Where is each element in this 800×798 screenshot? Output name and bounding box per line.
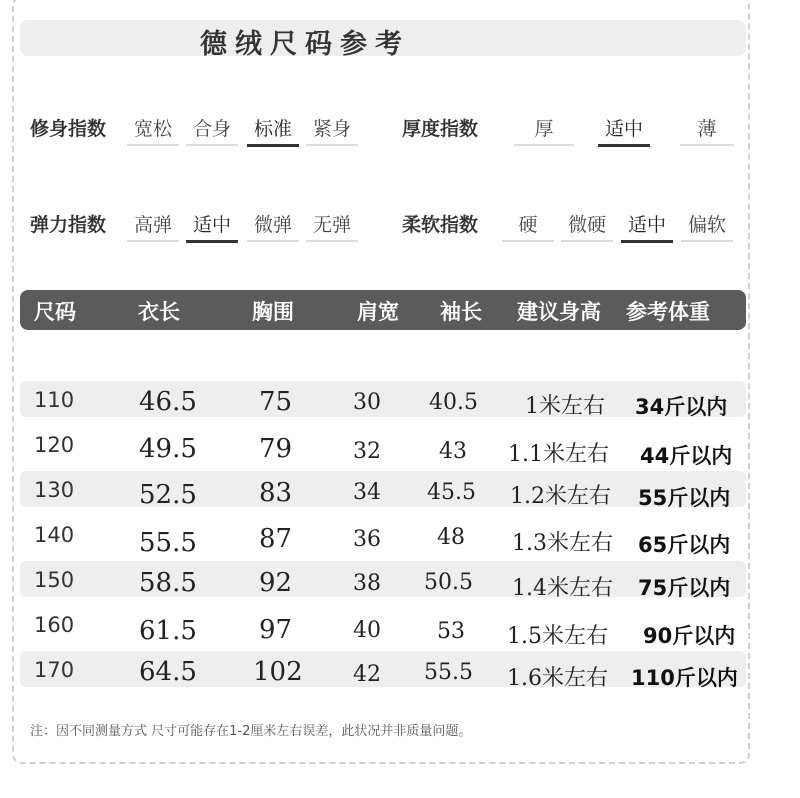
- softness-option-selected: 适中: [621, 210, 673, 237]
- header-length: 衣长: [138, 300, 180, 324]
- cell-chest: 79: [259, 434, 293, 464]
- cell-shoulder: 38: [353, 571, 381, 596]
- thickness-option: 厚: [514, 114, 574, 141]
- cell-height: 1.3米左右: [512, 531, 613, 556]
- elasticity-index-label: 弹力指数: [30, 214, 107, 236]
- thickness-index-label: 厚度指数: [402, 118, 479, 140]
- softness-option: 微硬: [561, 210, 613, 237]
- elasticity-option: 高弹: [127, 210, 179, 237]
- cell-sleeve: 55.5: [424, 660, 473, 685]
- cell-sleeve: 40.5: [429, 390, 478, 415]
- cell-weight: 55斤以内: [638, 486, 731, 510]
- footnote: 注：因不同测量方式 尺寸可能存在1-2厘米左右误差，此状况并非质量问题。: [30, 724, 472, 739]
- cell-size: 160: [34, 613, 75, 637]
- cell-height: 1.5米左右: [507, 624, 608, 649]
- header-sleeve: 袖长: [440, 300, 482, 324]
- header-height: 建议身高: [517, 300, 601, 324]
- cell-size: 120: [34, 433, 75, 457]
- cell-chest: 87: [259, 524, 293, 554]
- header-size: 尺码: [34, 300, 76, 324]
- cell-length: 46.5: [139, 387, 197, 417]
- cell-shoulder: 40: [353, 618, 381, 643]
- cell-length: 49.5: [139, 434, 197, 464]
- cell-shoulder: 36: [353, 527, 381, 552]
- thickness-option: 薄: [680, 114, 734, 141]
- cell-weight: 110斤以内: [631, 666, 738, 690]
- cell-length: 55.5: [139, 528, 197, 558]
- cell-chest: 97: [259, 615, 293, 645]
- cell-height: 1.6米左右: [507, 666, 608, 691]
- cell-chest: 83: [259, 478, 293, 508]
- cell-size: 140: [34, 523, 75, 547]
- cell-sleeve: 50.5: [424, 570, 473, 595]
- cell-shoulder: 30: [353, 390, 381, 415]
- cell-weight: 34斤以内: [635, 395, 728, 419]
- header-shoulder: 肩宽: [357, 300, 399, 324]
- page-title: 德绒尺码参考: [200, 29, 410, 60]
- header-weight: 参考体重: [626, 300, 710, 324]
- cell-size: 130: [34, 478, 75, 502]
- cell-size: 110: [34, 388, 75, 412]
- fit-option: 紧身: [306, 114, 358, 141]
- cell-weight: 65斤以内: [638, 533, 731, 557]
- cell-height: 1.2米左右: [510, 484, 611, 509]
- elasticity-option-selected: 适中: [186, 210, 238, 237]
- cell-chest: 102: [253, 657, 303, 687]
- cell-length: 61.5: [139, 616, 197, 646]
- cell-weight: 75斤以内: [638, 576, 731, 600]
- cell-length: 52.5: [139, 480, 197, 510]
- thickness-option-selected: 适中: [598, 114, 650, 141]
- cell-height: 1米左右: [525, 394, 605, 419]
- cell-sleeve: 43: [439, 439, 467, 464]
- cell-sleeve: 53: [437, 619, 465, 644]
- cell-weight: 90斤以内: [643, 624, 736, 648]
- cell-chest: 92: [259, 568, 293, 598]
- elasticity-option: 无弹: [306, 210, 358, 237]
- cell-length: 58.5: [139, 568, 197, 598]
- softness-index-label: 柔软指数: [402, 214, 479, 236]
- fit-option-selected: 标准: [247, 114, 299, 141]
- cell-weight: 44斤以内: [640, 444, 733, 468]
- cell-length: 64.5: [139, 657, 197, 687]
- cell-shoulder: 32: [353, 439, 381, 464]
- fit-option: 合身: [186, 114, 238, 141]
- cell-height: 1.1米左右: [508, 442, 609, 467]
- softness-option: 偏软: [681, 210, 733, 237]
- fit-option: 宽松: [127, 114, 179, 141]
- header-chest: 胸围: [252, 300, 294, 324]
- cell-shoulder: 42: [353, 662, 381, 687]
- elasticity-option: 微弹: [247, 210, 299, 237]
- softness-option: 硬: [502, 210, 554, 237]
- cell-size: 170: [34, 658, 75, 682]
- cell-sleeve: 45.5: [427, 480, 476, 505]
- cell-chest: 75: [259, 387, 293, 417]
- cell-size: 150: [34, 568, 75, 592]
- fit-index-label: 修身指数: [30, 118, 107, 140]
- cell-sleeve: 48: [437, 525, 465, 550]
- cell-height: 1.4米左右: [512, 576, 613, 601]
- cell-shoulder: 34: [353, 480, 381, 505]
